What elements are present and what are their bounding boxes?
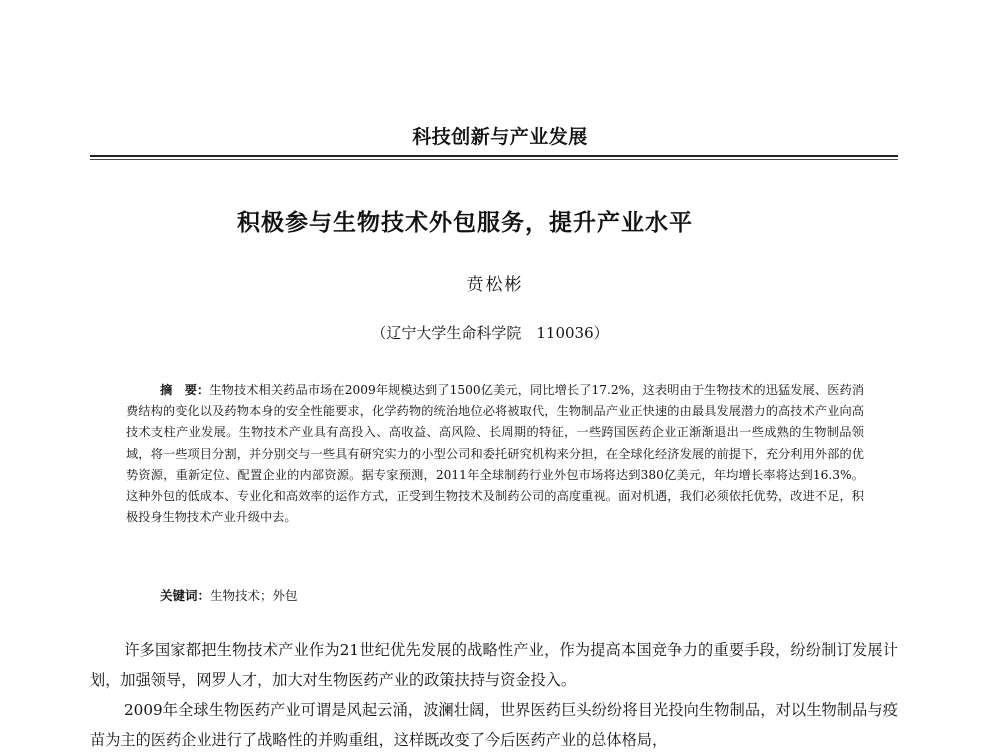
header-rule-thin: [90, 159, 898, 160]
section-header: 科技创新与产业发展: [412, 126, 588, 148]
keywords: [160, 586, 298, 604]
body-paragraph: [90, 635, 898, 695]
author-affiliation: （辽宁大学生命科学院 110036）: [371, 324, 609, 342]
abstract-label: 摘 要：: [160, 383, 210, 397]
body-paragraph-2: 2009年全球生物医药产业可谓是风起云涌，波澜壮阔，世界医药巨头纷纷将目光投向生物制品，对以生物制品与疫苗为主的医药企业进行了战略性的并购重组，这样既改变了今后医药产业的总体格局，: [90, 701, 898, 749]
keywords-text: 生物技术；外包: [210, 588, 298, 603]
article-author: 贲松彬: [466, 275, 524, 295]
body-paragraph-1: 许多国家都把生物技术产业作为21世纪优先发展的战略性产业，作为提高本国竞争力的重要手段，纷纷制订发展计划，加强领导，网罗人才，加大对生物医药产业的政策扶持与资金投入。: [90, 641, 898, 689]
article-title: 积极参与生物技术外包服务，提升产业水平: [237, 210, 693, 236]
body-text: [90, 635, 898, 755]
abstract-text: 生物技术相关药品市场在2009年规模达到了1500亿美元，同比增长了17.2%，这表明由于生物技术的迅猛发展、医药消费结构的变化以及药物本身的安全性能要求，化学药物的统治地位必将被取代，生物制品产业正快速的由最具发展潜力的高技术产业向高技术支柱产业发展。生物技术产业具有高投入、高收益、高风险、长周期的特征，一些跨国医药企业正渐渐退出一些成熟的生物制品领域，将一些项目分割，并分别交与一些具有研究实力的小型公司和委托研究机构来分担，在全球化经济发展的前提下，充分利用外部的优势资源，重新定位、配置企业的内部资源。据专家预测，2011年全球制药行业外包市场将达到380亿美元，年均增长率将达到16.3%。这种外包的低成本、专业化和高效率的运作方式，正受到生物技术及制药公司的高度重视。面对机遇，我们必须依托优势，改进不足，积极投身生物技术产业升级中去。: [126, 383, 865, 525]
header-rule-thick: [90, 155, 898, 157]
body-paragraph: [90, 695, 898, 755]
abstract: [126, 380, 864, 528]
keywords-label: 关键词：: [160, 588, 211, 603]
